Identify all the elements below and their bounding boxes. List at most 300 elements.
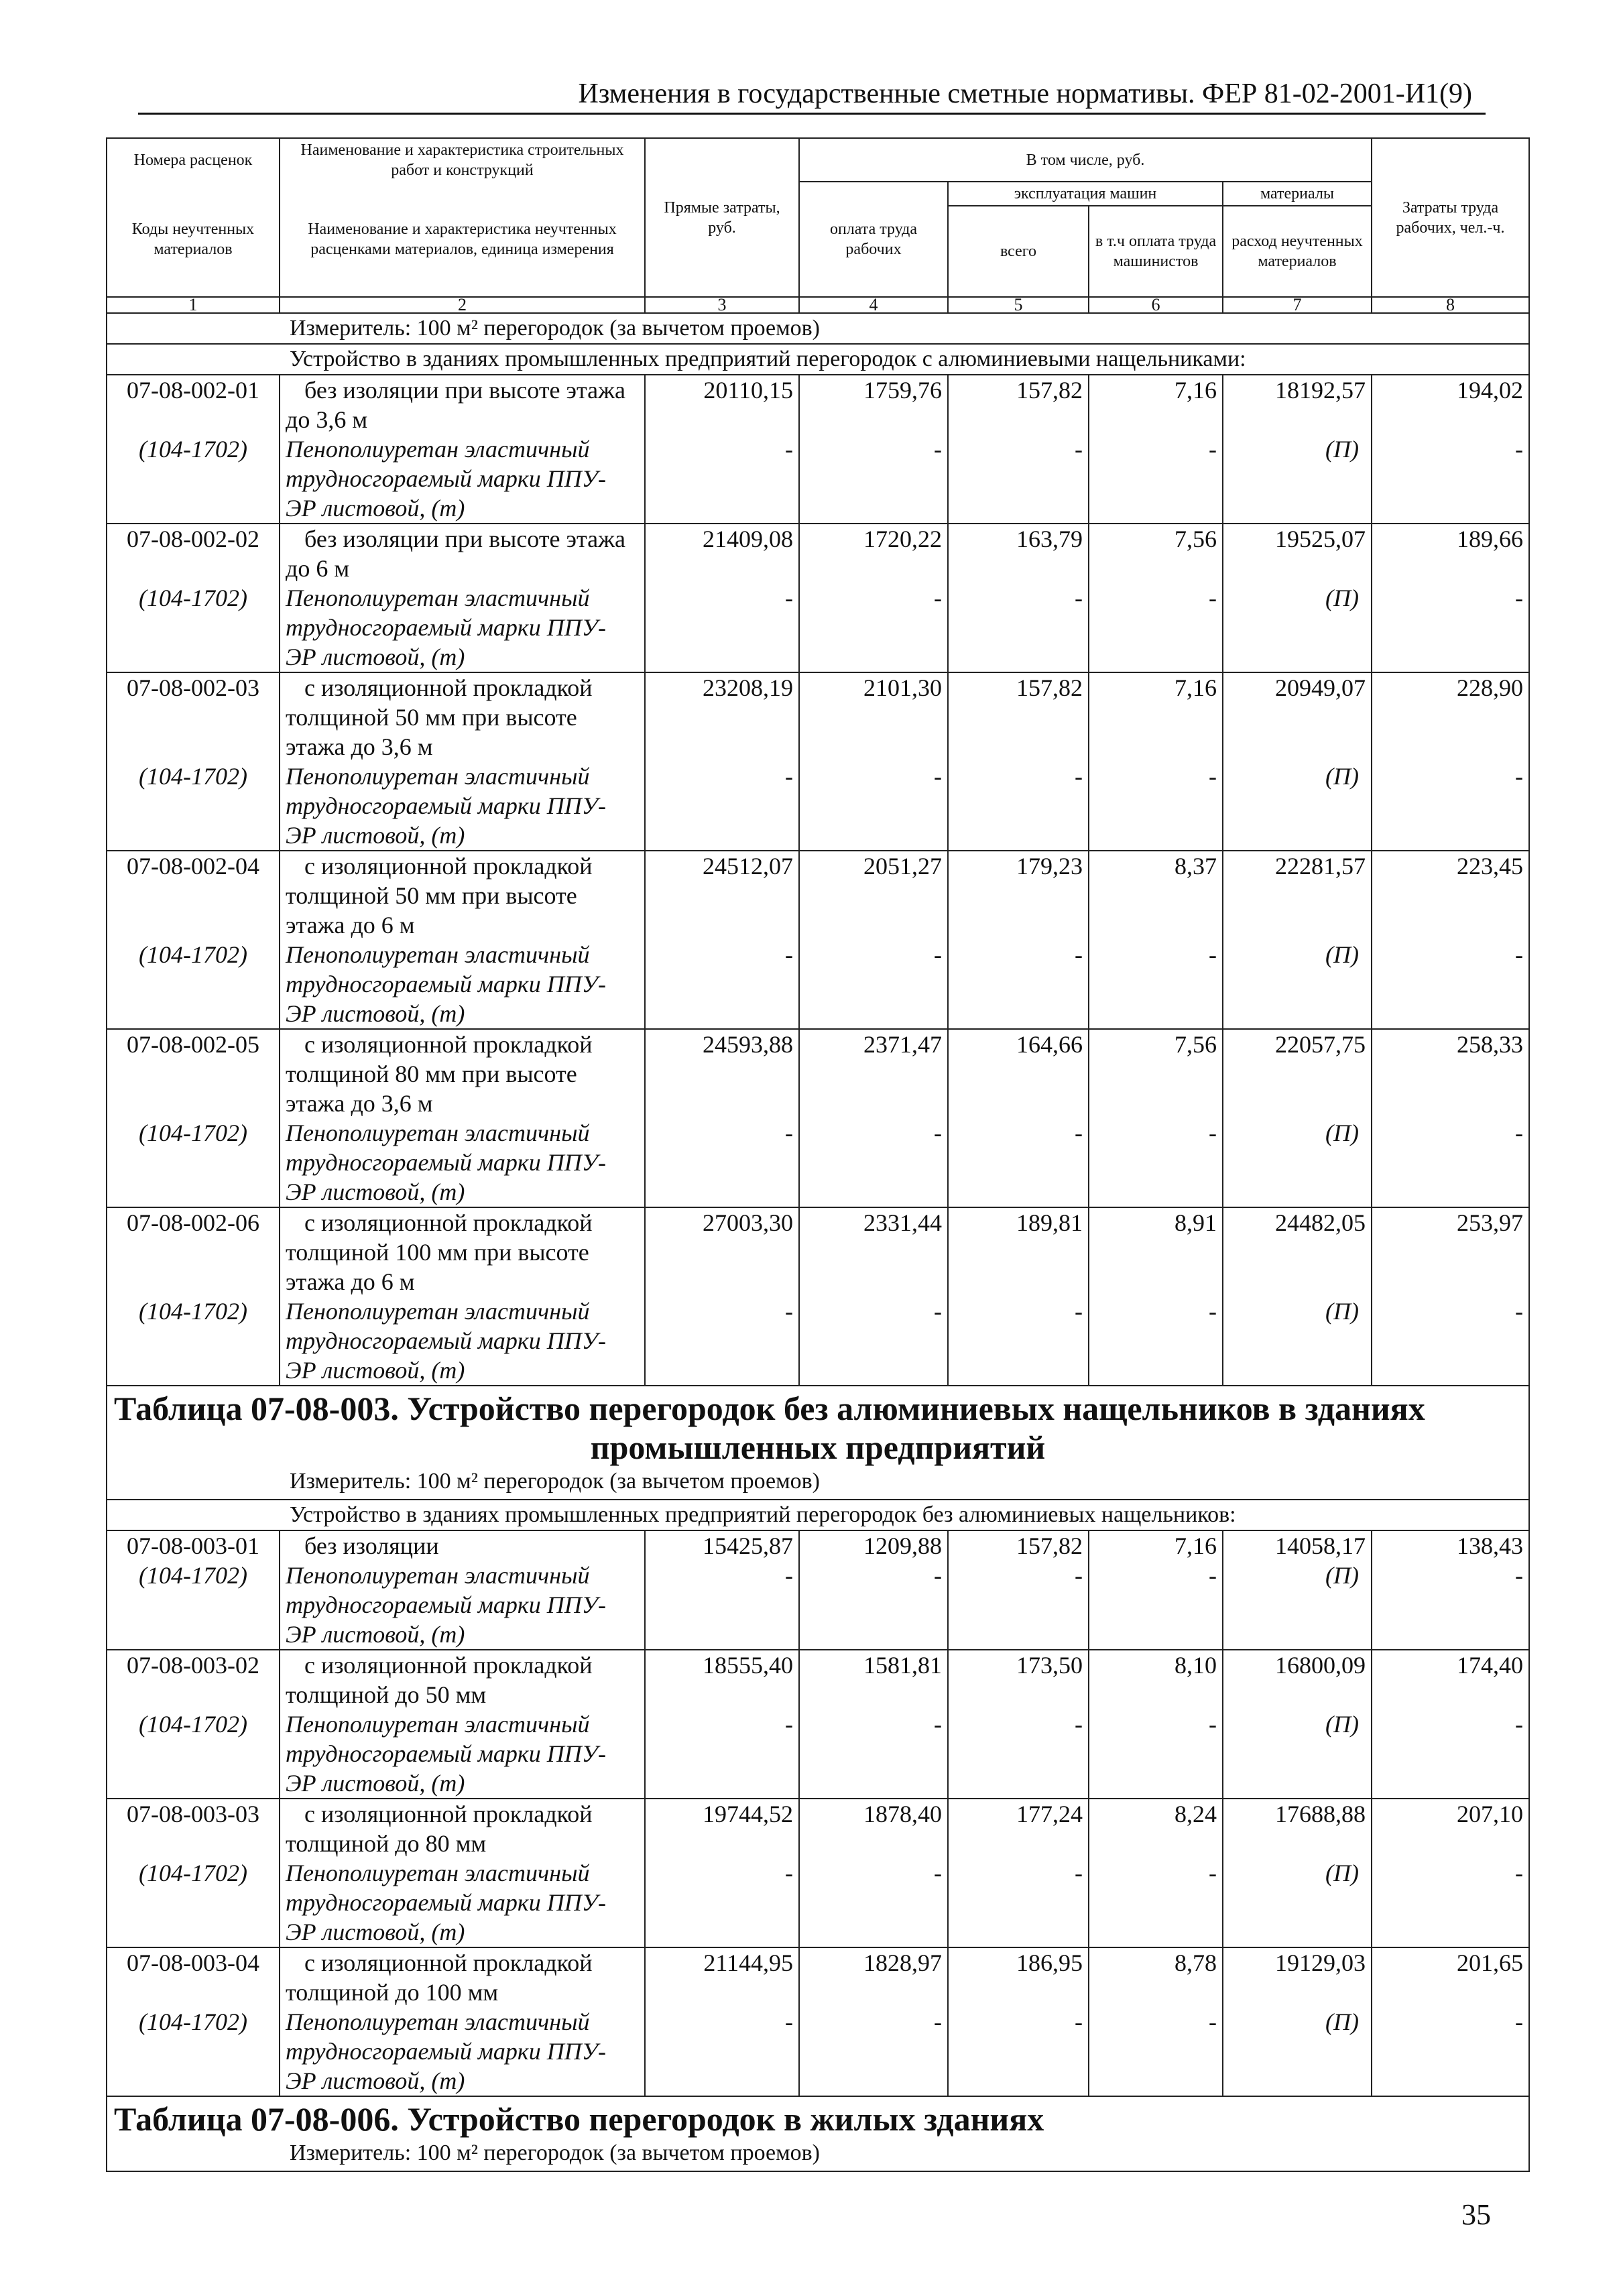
rate-row xyxy=(107,1650,1529,1799)
rate-row xyxy=(107,851,1529,1029)
rate-value: 22281,57 xyxy=(1275,853,1366,880)
col1-bottom: Коды неучтенных материалов xyxy=(107,182,280,297)
rate-value: 189,66 xyxy=(1457,526,1523,552)
rate-value: 228,90 xyxy=(1457,674,1523,701)
material-name-line: Пенополиуретан эластичный xyxy=(286,585,590,611)
value-cell xyxy=(948,1029,1089,1207)
material-name-line: трудносгораемый марки ППУ- xyxy=(286,1889,606,1916)
value-cell xyxy=(645,1650,799,1799)
material-value: - xyxy=(934,2008,942,2035)
value-cell xyxy=(645,1947,799,2096)
value-cell xyxy=(1089,672,1223,851)
rate-description-cell xyxy=(280,1947,645,2096)
material-value: - xyxy=(1209,1860,1217,1886)
material-value: - xyxy=(785,2008,793,2035)
value-cell xyxy=(799,672,948,851)
value-cell xyxy=(1223,1947,1372,2096)
rate-description-cell xyxy=(280,524,645,672)
value-cell xyxy=(645,1799,799,1947)
material-value: - xyxy=(785,1120,793,1146)
work-name-line: без изоляции при высоте этажа xyxy=(304,526,625,552)
material-code: (104-1702) xyxy=(139,763,247,790)
header-row-1 xyxy=(107,138,1529,182)
material-value: - xyxy=(934,1120,942,1146)
rate-code: 07-08-003-01 xyxy=(127,1532,259,1559)
rate-code-cell xyxy=(107,672,280,851)
value-cell xyxy=(948,1207,1089,1386)
material-code: (104-1702) xyxy=(139,1860,247,1886)
material-name-line: ЭР листовой, (т) xyxy=(286,495,465,522)
col7-header: расход неучтенных материалов xyxy=(1223,206,1372,297)
material-value: - xyxy=(1515,763,1523,790)
value-cell xyxy=(799,1207,948,1386)
column-number: 5 xyxy=(948,297,1089,313)
value-cell xyxy=(948,1947,1089,2096)
column-number: 7 xyxy=(1223,297,1372,313)
table-title-line1: Таблица 07-08-006. Устройство перегородок в жилых зданиях xyxy=(114,2100,1044,2138)
material-value: - xyxy=(1515,1562,1523,1589)
material-value: - xyxy=(1075,1711,1083,1738)
rates-table xyxy=(106,137,1530,2172)
rate-code-cell xyxy=(107,851,280,1029)
rate-code: 07-08-003-04 xyxy=(127,1949,259,1976)
material-value: - xyxy=(1075,585,1083,611)
rate-value: 179,23 xyxy=(1016,853,1083,880)
material-name-line: трудносгораемый марки ППУ- xyxy=(286,1591,606,1618)
rate-code-cell xyxy=(107,375,280,524)
value-cell xyxy=(1089,524,1223,672)
rate-code: 07-08-002-06 xyxy=(127,1209,259,1236)
value-cell xyxy=(645,375,799,524)
work-name-line: без изоляции при высоте этажа xyxy=(304,377,625,404)
work-name-line: толщиной 80 мм при высоте xyxy=(286,1061,577,1087)
material-value: - xyxy=(1075,1860,1083,1886)
material-value: - xyxy=(1075,941,1083,968)
value-cell xyxy=(645,1530,799,1650)
material-name-line: Пенополиуретан эластичный xyxy=(286,763,590,790)
rate-value: 194,02 xyxy=(1457,377,1523,404)
running-header xyxy=(138,74,1486,115)
rate-value: 20110,15 xyxy=(703,377,793,404)
col5-header: всего xyxy=(948,206,1089,297)
material-value: - xyxy=(1515,1711,1523,1738)
rate-value: 2331,44 xyxy=(863,1209,942,1236)
incl-header: В том числе, руб. xyxy=(799,138,1372,182)
rate-value: 8,91 xyxy=(1175,1209,1217,1236)
material-name-line: ЭР листовой, (т) xyxy=(286,1179,465,1205)
work-name-line: без изоляции xyxy=(304,1532,439,1559)
rate-value: 24512,07 xyxy=(703,853,793,880)
material-value: (П) xyxy=(1325,585,1359,611)
rate-value: 138,43 xyxy=(1457,1532,1523,1559)
material-name-line: Пенополиуретан эластичный xyxy=(286,1562,590,1589)
value-cell xyxy=(799,1947,948,2096)
table-measure: Измеритель: 100 м² перегородок (за вычетом проемов) xyxy=(290,1469,820,1494)
rate-value: 1759,76 xyxy=(863,377,942,404)
material-name-line: Пенополиуретан эластичный xyxy=(286,2008,590,2035)
value-cell xyxy=(1223,1530,1372,1650)
rate-value: 7,16 xyxy=(1175,377,1217,404)
material-value: - xyxy=(1209,1711,1217,1738)
work-name-line: с изоляционной прокладкой xyxy=(304,1652,593,1679)
material-value: - xyxy=(1209,1120,1217,1146)
material-value: - xyxy=(1209,436,1217,463)
value-cell xyxy=(948,1799,1089,1947)
rate-value: 16800,09 xyxy=(1275,1652,1366,1679)
material-value: - xyxy=(785,1860,793,1886)
material-value: (П) xyxy=(1325,1711,1359,1738)
material-value: - xyxy=(785,941,793,968)
rate-description-cell xyxy=(280,1029,645,1207)
material-value: - xyxy=(1075,2008,1083,2035)
material-value: (П) xyxy=(1325,1562,1359,1589)
material-value: - xyxy=(785,1298,793,1325)
material-value: - xyxy=(1209,763,1217,790)
column-number: 6 xyxy=(1089,297,1223,313)
value-cell xyxy=(948,851,1089,1029)
work-name-line: толщиной до 100 мм xyxy=(286,1979,499,2006)
material-value: - xyxy=(785,763,793,790)
rate-value: 24482,05 xyxy=(1275,1209,1366,1236)
material-value: - xyxy=(1515,436,1523,463)
rate-code: 07-08-002-03 xyxy=(127,674,259,701)
work-name-line: с изоляционной прокладкой xyxy=(304,853,593,880)
rate-description-cell xyxy=(280,672,645,851)
col8-header: Затраты труда рабочих, чел.-ч. xyxy=(1372,138,1529,297)
value-cell xyxy=(1089,1947,1223,2096)
measure-text: Измеритель: 100 м² перегородок (за вычетом проемов) xyxy=(107,313,1529,344)
rate-value: 2101,30 xyxy=(863,674,942,701)
col1-top: Номера расценок xyxy=(107,138,280,182)
rate-value: 2371,47 xyxy=(863,1031,942,1058)
rate-value: 1828,97 xyxy=(863,1949,942,1976)
value-cell xyxy=(799,1650,948,1799)
material-name-line: трудносгораемый марки ППУ- xyxy=(286,1740,606,1767)
work-name-line: этажа до 3,6 м xyxy=(286,1090,433,1117)
rate-value: 15425,87 xyxy=(703,1532,793,1559)
material-code: (104-1702) xyxy=(139,1298,247,1325)
material-name-line: ЭР листовой, (т) xyxy=(286,644,465,670)
rate-row xyxy=(107,1799,1529,1947)
rate-code-cell xyxy=(107,1029,280,1207)
material-value: (П) xyxy=(1325,763,1359,790)
material-code: (104-1702) xyxy=(139,1562,247,1589)
material-value: - xyxy=(1515,2008,1523,2035)
value-cell xyxy=(948,1530,1089,1650)
rate-description-cell xyxy=(280,1799,645,1947)
section-title: Устройство в зданиях промышленных предприятий перегородок без алюминиевых нащельников: xyxy=(107,1500,1529,1530)
work-name-line: толщиной до 50 мм xyxy=(286,1681,487,1708)
value-cell xyxy=(1372,1947,1529,2096)
value-cell xyxy=(1089,851,1223,1029)
value-cell xyxy=(1089,1530,1223,1650)
material-value: - xyxy=(1209,1562,1217,1589)
value-cell xyxy=(645,851,799,1029)
rate-code-cell xyxy=(107,1530,280,1650)
material-value: - xyxy=(1515,941,1523,968)
rate-value: 1878,40 xyxy=(863,1801,942,1827)
value-cell xyxy=(1223,851,1372,1029)
material-value: - xyxy=(785,1562,793,1589)
rate-value: 173,50 xyxy=(1016,1652,1083,1679)
rate-code-cell xyxy=(107,1650,280,1799)
value-cell xyxy=(1089,1029,1223,1207)
section-title-row-1 xyxy=(107,344,1529,375)
rate-value: 201,65 xyxy=(1457,1949,1523,1976)
rate-value: 1581,81 xyxy=(863,1652,942,1679)
value-cell xyxy=(1372,524,1529,672)
material-name-line: ЭР листовой, (т) xyxy=(286,822,465,849)
value-cell xyxy=(799,1029,948,1207)
material-value: - xyxy=(1515,585,1523,611)
material-name-line: ЭР листовой, (т) xyxy=(286,1770,465,1797)
material-name-line: трудносгораемый марки ППУ- xyxy=(286,971,606,998)
material-value: - xyxy=(1515,1298,1523,1325)
value-cell xyxy=(1372,672,1529,851)
material-name-line: Пенополиуретан эластичный xyxy=(286,1120,590,1146)
material-value: - xyxy=(934,1860,942,1886)
value-cell xyxy=(1089,1650,1223,1799)
value-cell xyxy=(645,1207,799,1386)
table-title-line2: промышленных предприятий xyxy=(590,1429,1046,1466)
rate-value: 8,37 xyxy=(1175,853,1217,880)
rate-code: 07-08-003-02 xyxy=(127,1652,259,1679)
value-cell xyxy=(1372,1207,1529,1386)
work-name-line: с изоляционной прокладкой xyxy=(304,1209,593,1236)
material-name-line: трудносгораемый марки ППУ- xyxy=(286,1327,606,1354)
value-cell xyxy=(1223,1799,1372,1947)
material-value: (П) xyxy=(1325,436,1359,463)
rate-value: 7,56 xyxy=(1175,526,1217,552)
col2-top: Наименование и характеристика строительных работ и конструкций xyxy=(280,138,645,182)
rate-code: 07-08-003-03 xyxy=(127,1801,259,1827)
page-number: 35 xyxy=(1461,2198,1491,2231)
material-value: (П) xyxy=(1325,1860,1359,1886)
rate-value: 8,24 xyxy=(1175,1801,1217,1827)
value-cell xyxy=(1372,1530,1529,1650)
rate-value: 19744,52 xyxy=(703,1801,793,1827)
rate-value: 223,45 xyxy=(1457,853,1523,880)
work-name-line: с изоляционной прокладкой xyxy=(304,1801,593,1827)
value-cell xyxy=(1223,1207,1372,1386)
rate-value: 174,40 xyxy=(1457,1652,1523,1679)
material-value: - xyxy=(934,941,942,968)
measure-row-1 xyxy=(107,313,1529,344)
rate-code: 07-08-002-05 xyxy=(127,1031,259,1058)
material-value: - xyxy=(934,1711,942,1738)
rate-row xyxy=(107,1530,1529,1650)
material-value: - xyxy=(785,585,793,611)
value-cell xyxy=(645,524,799,672)
table-title-block xyxy=(107,1386,1529,1500)
material-name-line: трудносгораемый марки ППУ- xyxy=(286,2038,606,2065)
exploit-header: эксплуатация машин xyxy=(948,182,1223,206)
rate-value: 258,33 xyxy=(1457,1031,1523,1058)
material-value: - xyxy=(1075,1562,1083,1589)
value-cell xyxy=(1372,1650,1529,1799)
column-number: 4 xyxy=(799,297,948,313)
value-cell xyxy=(799,851,948,1029)
rate-value: 2051,27 xyxy=(863,853,942,880)
material-value: - xyxy=(1515,1860,1523,1886)
value-cell xyxy=(1223,1029,1372,1207)
rate-value: 157,82 xyxy=(1016,674,1083,701)
work-name-line: толщиной 100 мм при высоте xyxy=(286,1239,589,1266)
material-name-line: ЭР листовой, (т) xyxy=(286,1357,465,1384)
rate-value: 14058,17 xyxy=(1275,1532,1366,1559)
rate-value: 207,10 xyxy=(1457,1801,1523,1827)
value-cell xyxy=(1089,1799,1223,1947)
work-name-line: до 6 м xyxy=(286,555,350,582)
rate-value: 17688,88 xyxy=(1275,1801,1366,1827)
material-name-line: трудносгораемый марки ППУ- xyxy=(286,1149,606,1176)
materials-header: материалы xyxy=(1223,182,1372,206)
rate-description-cell xyxy=(280,1530,645,1650)
rate-row xyxy=(107,1207,1529,1386)
value-cell xyxy=(1223,672,1372,851)
rate-code-cell xyxy=(107,1207,280,1386)
rate-value: 177,24 xyxy=(1016,1801,1083,1827)
work-name-line: этажа до 3,6 м xyxy=(286,733,433,760)
rate-value: 7,56 xyxy=(1175,1031,1217,1058)
rate-value: 7,16 xyxy=(1175,674,1217,701)
header-title: Изменения в государственные сметные нормативы. ФЕР 81-02-2001-И1(9) xyxy=(578,78,1472,109)
material-value: - xyxy=(1075,436,1083,463)
rate-description-cell xyxy=(280,1207,645,1386)
rate-value: 8,78 xyxy=(1175,1949,1217,1976)
rate-value: 253,97 xyxy=(1457,1209,1523,1236)
rate-row xyxy=(107,1029,1529,1207)
material-name-line: Пенополиуретан эластичный xyxy=(286,1711,590,1738)
material-code: (104-1702) xyxy=(139,1120,247,1146)
material-code: (104-1702) xyxy=(139,2008,247,2035)
header-row-2 xyxy=(107,182,1529,206)
material-code: (104-1702) xyxy=(139,1711,247,1738)
rate-row xyxy=(107,524,1529,672)
value-cell xyxy=(1372,1799,1529,1947)
rate-row xyxy=(107,672,1529,851)
material-code: (104-1702) xyxy=(139,941,247,968)
material-value: - xyxy=(1209,941,1217,968)
value-cell xyxy=(645,1029,799,1207)
material-name-line: ЭР листовой, (т) xyxy=(286,2067,465,2094)
rate-code: 07-08-002-02 xyxy=(127,526,259,552)
rate-row xyxy=(107,1947,1529,2096)
material-value: - xyxy=(1075,1120,1083,1146)
material-name-line: Пенополиуретан эластичный xyxy=(286,941,590,968)
value-cell xyxy=(1089,1207,1223,1386)
material-value: - xyxy=(1075,1298,1083,1325)
material-value: (П) xyxy=(1325,1120,1359,1146)
table-title-row-3 xyxy=(107,2096,1529,2171)
value-cell xyxy=(1089,375,1223,524)
column-numbers-row xyxy=(107,297,1529,313)
value-cell xyxy=(948,524,1089,672)
rate-value: 157,82 xyxy=(1016,1532,1083,1559)
work-name-line: этажа до 6 м xyxy=(286,912,415,939)
work-name-line: толщиной до 80 мм xyxy=(286,1830,487,1857)
rate-code-cell xyxy=(107,1947,280,2096)
rate-description-cell xyxy=(280,375,645,524)
value-cell xyxy=(948,672,1089,851)
rate-value: 24593,88 xyxy=(703,1031,793,1058)
value-cell xyxy=(948,375,1089,524)
material-name-line: ЭР листовой, (т) xyxy=(286,1919,465,1945)
rate-value: 22057,75 xyxy=(1275,1031,1366,1058)
material-value: (П) xyxy=(1325,2008,1359,2035)
material-value: - xyxy=(1209,585,1217,611)
rate-value: 19129,03 xyxy=(1275,1949,1366,1976)
rate-value: 1720,22 xyxy=(863,526,942,552)
work-name-line: толщиной 50 мм при высоте xyxy=(286,704,577,731)
work-name-line: до 3,6 м xyxy=(286,406,368,433)
value-cell xyxy=(645,672,799,851)
material-value: (П) xyxy=(1325,1298,1359,1325)
material-name-line: Пенополиуретан эластичный xyxy=(286,436,590,463)
column-number: 8 xyxy=(1372,297,1529,313)
material-value: (П) xyxy=(1325,941,1359,968)
rate-value: 8,10 xyxy=(1175,1652,1217,1679)
value-cell xyxy=(1223,1650,1372,1799)
value-cell xyxy=(1372,1029,1529,1207)
material-name-line: Пенополиуретан эластичный xyxy=(286,1298,590,1325)
rate-value: 186,95 xyxy=(1016,1949,1083,1976)
rate-value: 189,81 xyxy=(1016,1209,1083,1236)
value-cell xyxy=(799,524,948,672)
material-value: - xyxy=(934,763,942,790)
column-number: 1 xyxy=(107,297,280,313)
material-value: - xyxy=(934,1298,942,1325)
material-name-line: Пенополиуретан эластичный xyxy=(286,1860,590,1886)
rate-description-cell xyxy=(280,851,645,1029)
rate-value: 163,79 xyxy=(1016,526,1083,552)
work-name-line: с изоляционной прокладкой xyxy=(304,1949,593,1976)
material-name-line: ЭР листовой, (т) xyxy=(286,1621,465,1648)
rate-value: 27003,30 xyxy=(703,1209,793,1236)
rate-code: 07-08-002-01 xyxy=(127,377,259,404)
material-value: - xyxy=(934,585,942,611)
material-code: (104-1702) xyxy=(139,436,247,463)
value-cell xyxy=(799,1799,948,1947)
rate-value: 7,16 xyxy=(1175,1532,1217,1559)
section-title-row-2 xyxy=(107,1500,1529,1530)
rate-value: 18192,57 xyxy=(1275,377,1366,404)
value-cell xyxy=(799,1530,948,1650)
value-cell xyxy=(1223,375,1372,524)
col4-header: оплата труда рабочих xyxy=(799,182,948,297)
table-title-line1: Таблица 07-08-003. Устройство перегородок без алюминиевых нащельников в зданиях xyxy=(114,1390,1425,1427)
work-name-line: с изоляционной прокладкой xyxy=(304,1031,593,1058)
col2-bottom: Наименование и характеристика неучтенных расценками материалов, единица измерения xyxy=(280,182,645,297)
value-cell xyxy=(948,1650,1089,1799)
material-name-line: ЭР листовой, (т) xyxy=(286,1000,465,1027)
value-cell xyxy=(1372,851,1529,1029)
rate-value: 164,66 xyxy=(1016,1031,1083,1058)
material-name-line: трудносгораемый марки ППУ- xyxy=(286,792,606,819)
rate-value: 23208,19 xyxy=(703,674,793,701)
rate-description-cell xyxy=(280,1650,645,1799)
column-number: 3 xyxy=(645,297,799,313)
col3-header: Прямые затраты, руб. xyxy=(645,138,799,297)
table-measure: Измеритель: 100 м² перегородок (за вычетом проемов) xyxy=(290,2140,820,2165)
rate-value: 157,82 xyxy=(1016,377,1083,404)
value-cell xyxy=(1372,375,1529,524)
rate-code-cell xyxy=(107,524,280,672)
rate-value: 21144,95 xyxy=(703,1949,793,1976)
material-value: - xyxy=(1515,1120,1523,1146)
rate-value: 21409,08 xyxy=(703,526,793,552)
material-name-line: трудносгораемый марки ППУ- xyxy=(286,465,606,492)
